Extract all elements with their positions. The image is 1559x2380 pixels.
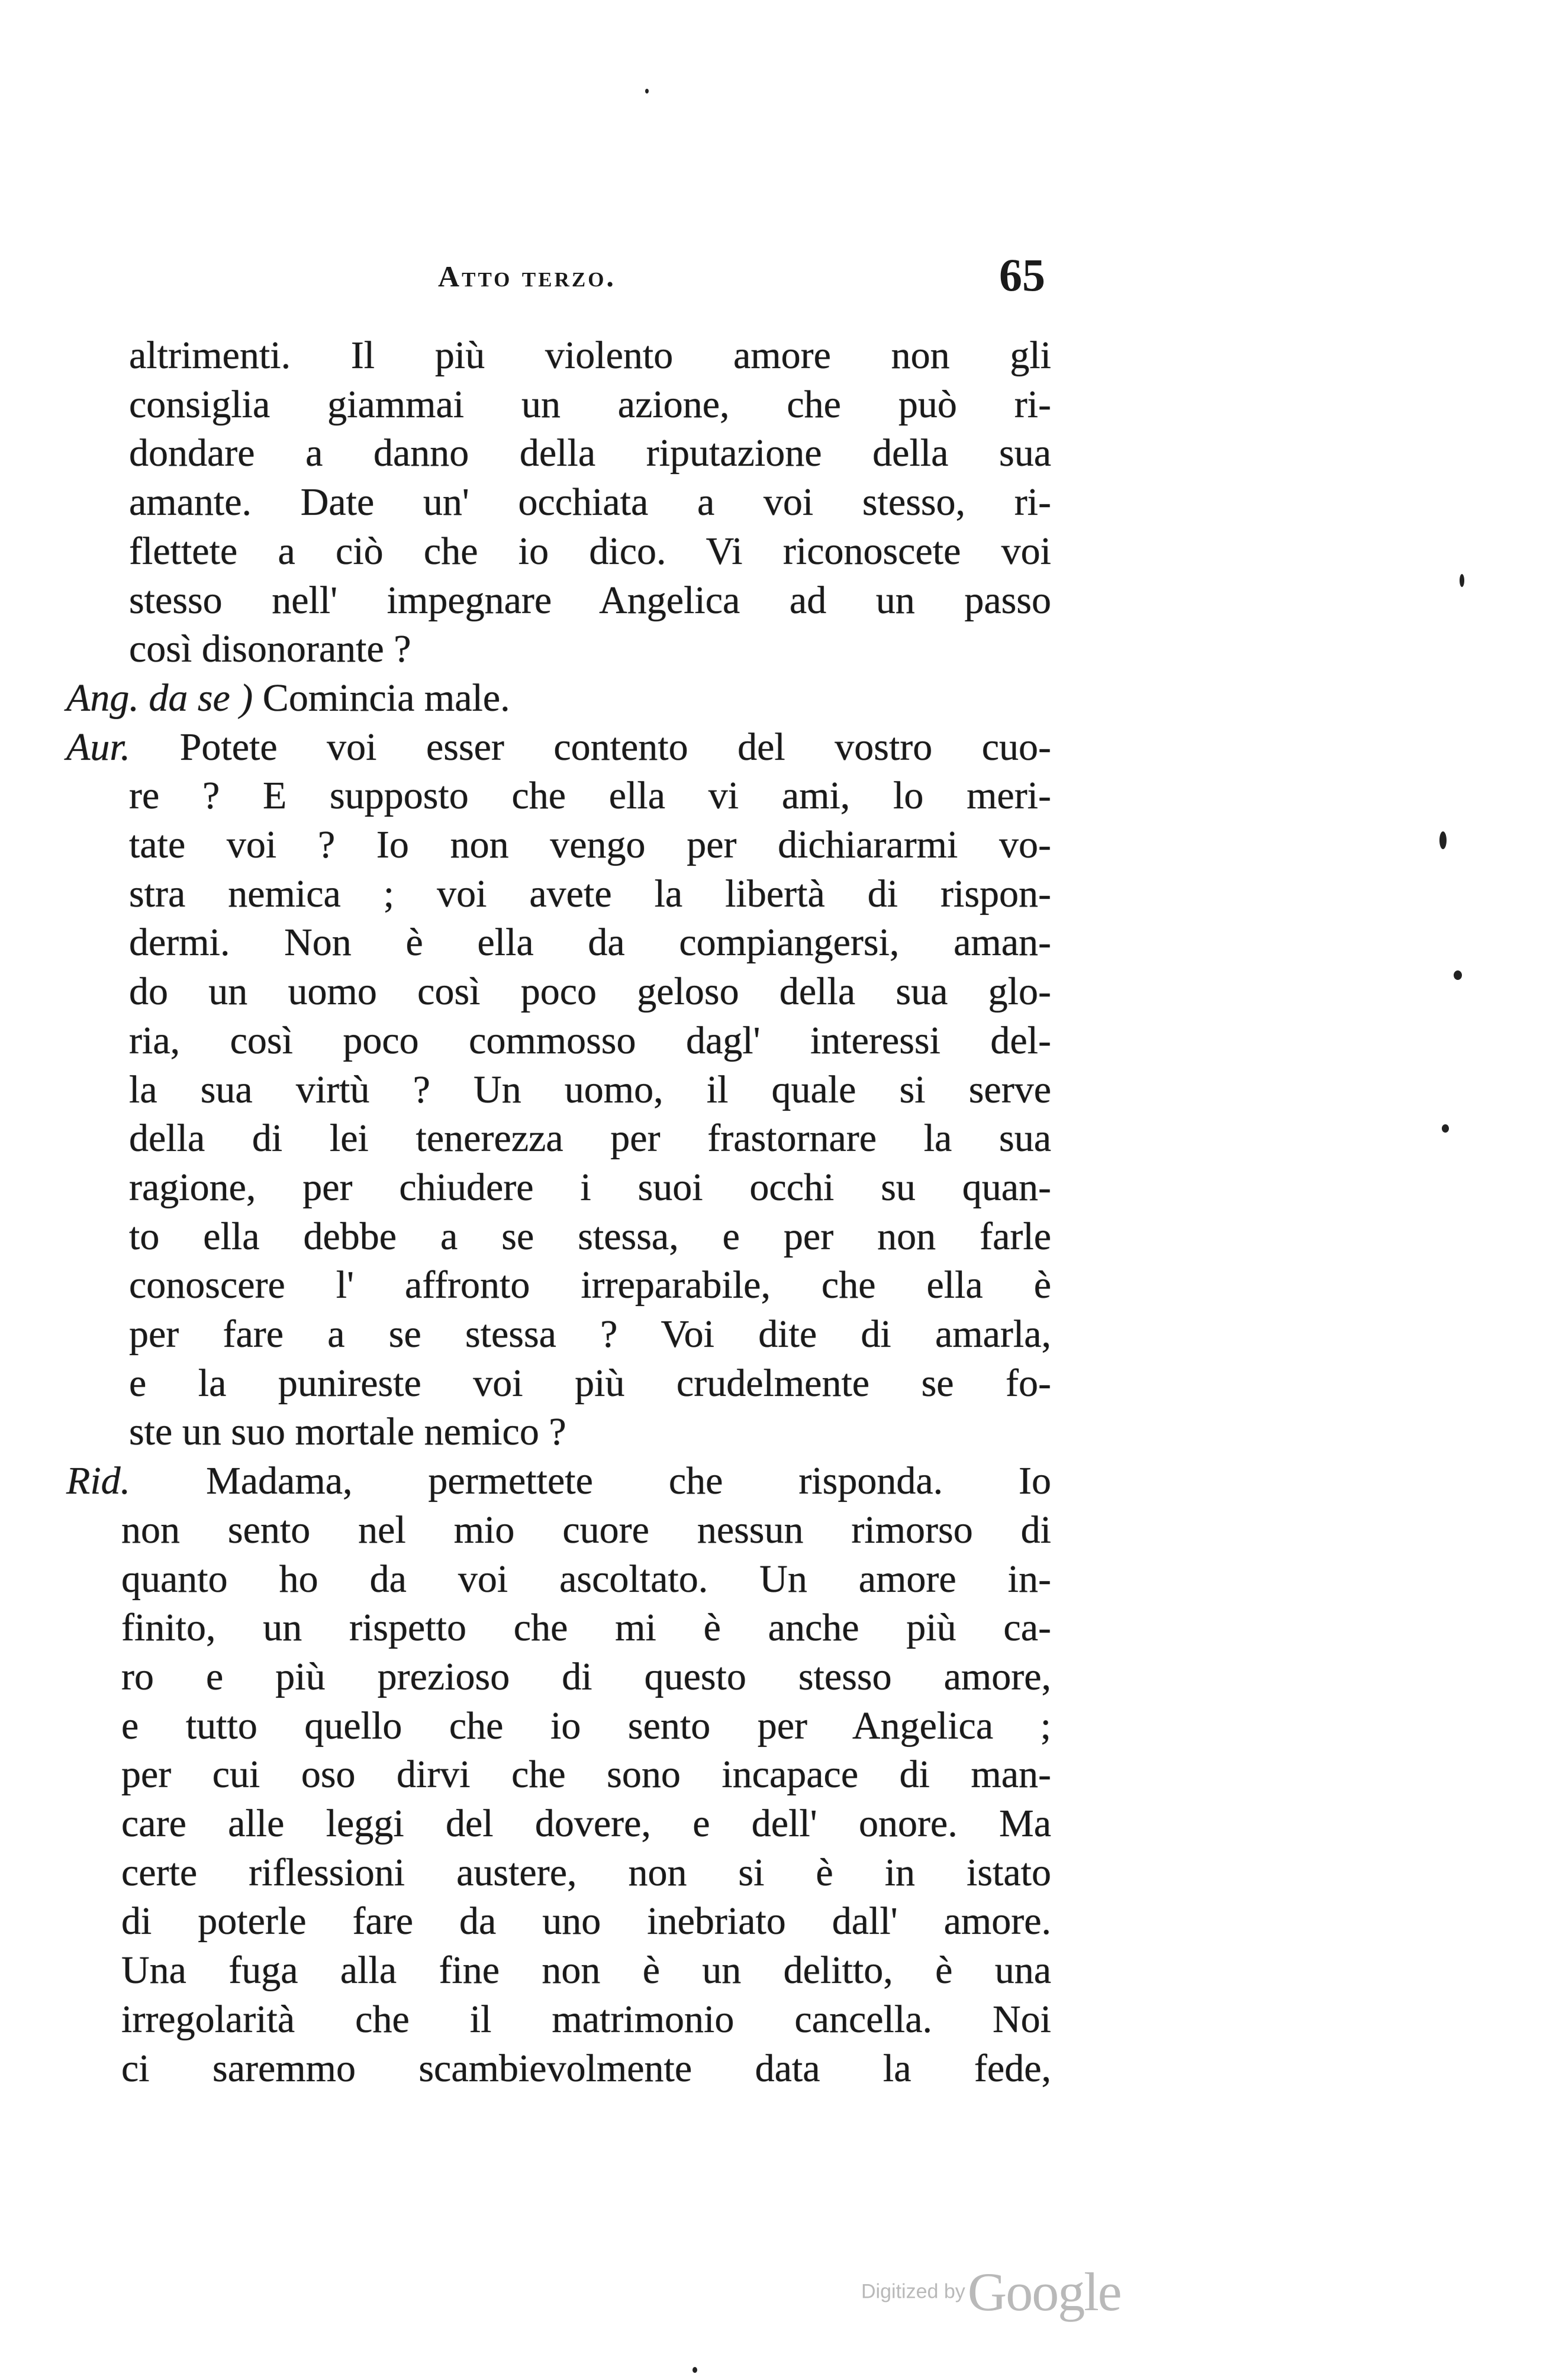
- text-line: [121, 1555, 1051, 1604]
- line-text: per fare a se stessa ? Voi dite di amarla,: [129, 1312, 1051, 1356]
- line-text: ro e più prezioso di questo stesso amore,: [121, 1655, 1051, 1698]
- line-text: consiglia giammai un azione, che può ri-: [129, 382, 1051, 426]
- line-text: re ? E supposto che ella vi ami, lo meri-: [129, 774, 1051, 818]
- text-line: [129, 1212, 1051, 1261]
- line-text: Potete voi esser contento del vostro cuo-: [179, 725, 1052, 769]
- text-line: [121, 1653, 1051, 1701]
- text-line: [129, 1261, 1051, 1310]
- speaker-line: [66, 1457, 1051, 1505]
- text-line: [121, 1799, 1051, 1848]
- speaker-name: Rid.: [66, 1459, 131, 1503]
- line-text: quanto ho da voi ascoltato. Un amore in-: [121, 1557, 1051, 1601]
- line-text: finito, un rispetto che mi è anche più ca-: [121, 1606, 1051, 1650]
- line-text: ste un suo mortale nemico ?: [129, 1410, 566, 1454]
- line-text: to ella debbe a se stessa, e per non farle: [129, 1214, 1051, 1258]
- line-text: della di lei tenerezza per frastornare la sua: [129, 1117, 1051, 1160]
- page-number: 65: [999, 249, 1045, 301]
- speaker-line: [66, 723, 1051, 772]
- line-text: Una fuga alla fine non è un delitto, è una: [121, 1949, 1051, 1992]
- text-line: [129, 380, 1051, 429]
- line-text: stesso nell' impegnare Angelica ad un passo: [129, 578, 1051, 622]
- line-text: ci saremmo scambievolmente data la fede,: [121, 2046, 1051, 2090]
- line-text: conoscere l' affronto irreparabile, che ella è: [129, 1263, 1051, 1307]
- line-text: e la punireste voi più crudelmente se fo-: [129, 1361, 1051, 1405]
- line-text: e tutto quello che io sento per Angelica ;: [121, 1704, 1051, 1747]
- line-text: di poterle fare da uno inebriato dall' amore.: [121, 1900, 1051, 1943]
- text-line: [129, 918, 1051, 967]
- text-line: [121, 1897, 1051, 1946]
- running-title: Atto terzo.: [438, 260, 616, 293]
- scan-speck: [1460, 574, 1464, 587]
- text-line: [129, 968, 1051, 1016]
- line-text: certe riflessioni austere, non si è in istato: [121, 1850, 1051, 1894]
- line-text: ragione, per chiudere i suoi occhi su quan-: [129, 1165, 1051, 1209]
- text-line: [121, 1946, 1051, 1995]
- scan-speck: [645, 89, 649, 93]
- watermark-prefix: Digitized by: [861, 2280, 965, 2303]
- line-text: dondare a danno della riputazione della sua: [129, 431, 1051, 475]
- page-header: [0, 249, 1559, 302]
- line-text: do un uomo così poco geloso della sua glo-: [129, 970, 1051, 1014]
- text-line: [129, 527, 1051, 576]
- text-line: [129, 772, 1051, 820]
- text-line: [121, 1604, 1051, 1652]
- digitized-by-google-watermark: [861, 2260, 1121, 2323]
- google-logo: Google: [967, 2262, 1121, 2322]
- line-text: ria, così poco commosso dagl' interessi del-: [129, 1018, 1051, 1062]
- text-line: [129, 331, 1051, 380]
- scan-speck: [1442, 1124, 1449, 1133]
- text-line: [121, 1750, 1051, 1799]
- line-text: così disonorante ?: [129, 627, 411, 671]
- speaker-name: Ang.: [66, 676, 139, 720]
- text-line: [129, 625, 411, 673]
- text-line: [129, 478, 1051, 527]
- line-text: per cui oso dirvi che sono incapace di man-: [121, 1753, 1051, 1797]
- text-line: [121, 1506, 1051, 1555]
- text-line: [129, 1359, 1051, 1408]
- text-line: [121, 1702, 1051, 1750]
- line-text: amante. Date un' occhiata a voi stesso, ri-: [129, 480, 1051, 524]
- line-text: Comincia male.: [262, 676, 510, 720]
- scan-speck: [1439, 831, 1447, 849]
- line-text: tate voi ? Io non vengo per dichiararmi vo-: [129, 823, 1051, 866]
- text-line: [129, 1408, 566, 1456]
- text-line: [121, 1995, 1051, 2044]
- line-text: non sento nel mio cuore nessun rimorso di: [121, 1508, 1051, 1552]
- text-line: [129, 429, 1051, 478]
- text-line: [129, 1163, 1051, 1212]
- text-line: [129, 1114, 1051, 1163]
- scan-speck: [1454, 970, 1462, 980]
- line-text: care alle leggi del dovere, e dell' onore. Ma: [121, 1802, 1051, 1845]
- line-text: la sua virtù ? Un uomo, il quale si serve: [129, 1068, 1051, 1111]
- text-line: [121, 2044, 1051, 2093]
- speaker-line: [66, 674, 510, 723]
- speaker-name: Aur.: [66, 725, 131, 769]
- line-text: Madama, permettete che risponda. Io: [206, 1459, 1052, 1503]
- text-line: [129, 1017, 1051, 1065]
- line-text: altrimenti. Il più violento amore non gli: [129, 334, 1051, 377]
- line-text: flettete a ciò che io dico. Vi riconoscete voi: [129, 529, 1051, 573]
- text-line: [121, 1849, 1051, 1897]
- text-line: [129, 821, 1051, 869]
- text-line: [129, 1310, 1051, 1359]
- line-text: stra nemica ; voi avete la libertà di rispon-: [129, 872, 1051, 915]
- text-line: [129, 1066, 1051, 1114]
- line-text: irregolarità che il matrimonio cancella. Noi: [121, 1997, 1051, 2041]
- text-line: [129, 870, 1051, 918]
- text-line: [129, 576, 1051, 625]
- line-text: dermi. Non è ella da compiangersi, aman-: [129, 921, 1051, 965]
- stage-direction: da se ): [149, 676, 253, 720]
- scan-speck: [692, 2367, 697, 2373]
